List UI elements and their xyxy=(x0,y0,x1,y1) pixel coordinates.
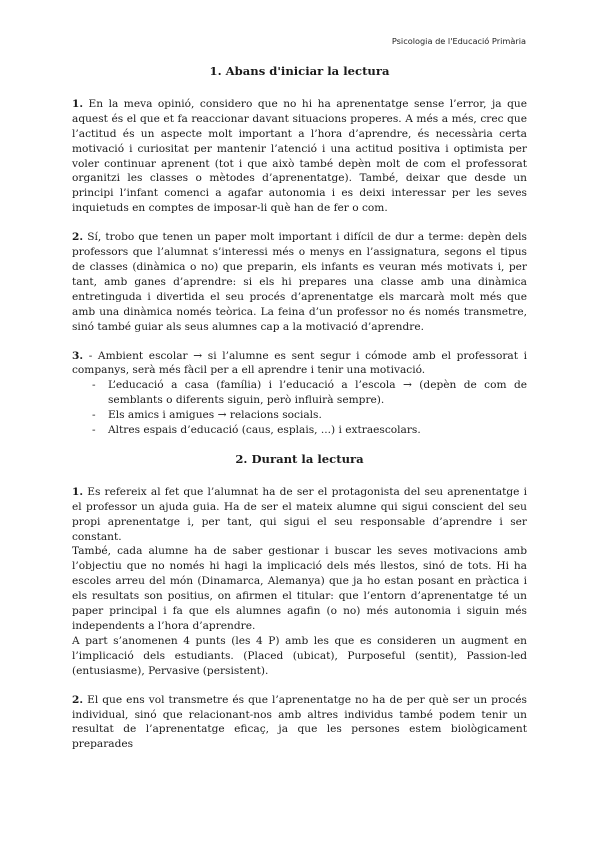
paragraph-number: 2. xyxy=(72,231,84,244)
list-item: - L’educació a casa (família) i l’educació a l’escola → (depèn de com de semblants o diferents siguin, però influirà sempre). xyxy=(92,378,527,408)
paragraph-text: - Ambient escolar → si l’alumne es sent segur i cómode amb el professorat i companys, serà més fàcil per a ell aprendre i tenir una motivació. xyxy=(72,349,527,377)
page-header: Psicologia de l'Educació Primària xyxy=(391,36,526,46)
paragraph-text: Sí, trobo que tenen un paper molt important i difícil de dur a terme: depèn dels professors que l’alumnat s’interessi més o menys en l’assignatura, segons el tipus de classes (dinàmica o no) que preparin, els infants es veuran més motivats i, per tant, amb ganes d’aprendre: si els hi prepares una classe amb una dinàmica entretinguda i divertida el seu procés d’aprenentatge els marcarà molt més que amb una dinàmica només teòrica. La feina d’un professor no és només transmetre, sinó també guiar als seus alumnes cap a la motivació d’aprendre. xyxy=(72,231,527,333)
section-title: 2. Durant la lectura xyxy=(235,451,364,466)
document-body xyxy=(72,64,527,752)
paragraph-number: 1. xyxy=(72,485,84,498)
paragraph xyxy=(72,693,527,753)
section-title: 1. Abans d'iniciar la lectura xyxy=(209,64,390,78)
paragraph: A part s’anomenen 4 punts (les 4 P) amb les que es consideren un augment en l’implicació dels estudiants. (Placed (ubicat), Purposeful (sentit), Passion-led (entusiasme), Pervasive (persistent). xyxy=(72,634,527,677)
paragraph xyxy=(72,230,527,334)
paragraph xyxy=(72,97,527,216)
paragraph: També, cada alumne ha de saber gestionar i buscar les seves motivacions amb l’objectiu que no només hi hagi la implicació dels més llestos, sinó de tots. Hi ha escoles arreu del món (Dinamarca, Alemanya) que ja ho estan posant en pràctica i els resultats son positius, on afirmen el titular: que l’entorn d’aprenentatge té un paper principal i fa que els alumnes agafin (o no) més autonomia i siguin més independents a l’hora d’aprendre. xyxy=(72,545,527,632)
paragraph-text: Es refereix al fet que l’alumnat ha de ser el protagonista del seu aprenentatge i el professor un ajuda guia. Ha de ser el mateix alumne qui sigui conscient del seu propi aprenentatge i, per tant, qui sigui el seu responsable d’aprendre i ser constant. xyxy=(72,485,527,543)
paragraph xyxy=(72,485,527,545)
paragraph-text: El que ens vol transmetre és que l’aprenentatge no ha de per què ser un procés individual, sinó que relacionant-nos amb altres individus també podem tenir un resultat de l’aprenentatge eficaç, ja que les persones estem biològicament preparades xyxy=(72,693,527,751)
paragraph-text: En la meva opinió, considero que no hi ha aprenentatge sense l’error, ja que aquest és el que et fa reaccionar davant situacions properes. A més a més, crec que l’actitud és un aspecte molt important a l’hora d’aprendre, és necessària certa motivació i curiositat per mantenir l’atenció i una actitud positiva i optimista per voler continuar aprenent (tot i que això també depèn molt de com el professorat organitzi les classes o mètodes d’aprenentatge). També, deixar que desde un principi l’infant comenci a agafar autonomia i es deixi interessar per les seves inquietuds en comptes de imposar-li què han de fer o com. xyxy=(72,97,527,215)
paragraph-number: 2. xyxy=(72,693,84,706)
paragraph xyxy=(72,349,527,379)
list-item: - Altres espais d’educació (caus, esplais, ...) i extraescolars. xyxy=(92,423,527,438)
paragraph-number: 3. xyxy=(72,349,84,362)
bullet-list xyxy=(72,378,527,438)
list-item: - Els amics i amigues → relacions socials. xyxy=(92,408,527,423)
paragraph-number: 1. xyxy=(72,97,84,110)
